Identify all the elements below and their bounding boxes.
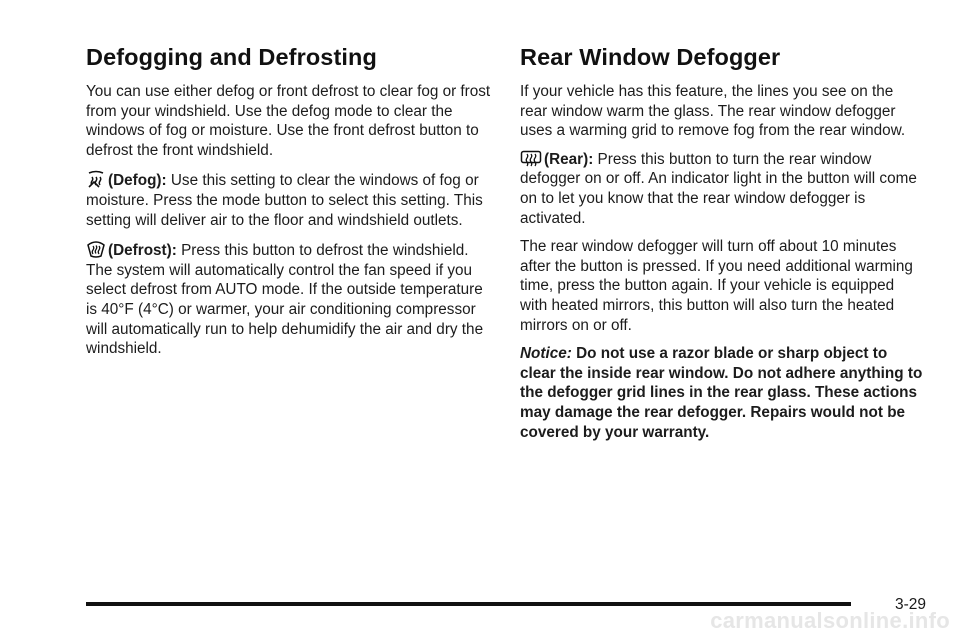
notice <box>520 344 924 442</box>
section-title-rear-defogger: Rear Window Defogger <box>520 44 781 70</box>
footer-rule <box>86 602 851 606</box>
rear-term: (Rear): <box>544 150 594 168</box>
page-number: 3-29 <box>894 596 926 613</box>
defrost-term: (Defrost): <box>108 242 177 260</box>
rear-defogger-intro: If your vehicle has this feature, the lines you see on the rear window warm the glass. The rear window defogger uses a warming grid to remove fog from the rear window. <box>520 83 906 140</box>
rear-defrost-icon <box>520 150 542 168</box>
section-title-defogging: Defogging and Defrosting <box>86 44 377 70</box>
notice-label: Notice: <box>520 345 572 363</box>
defog-term: (Defog): <box>108 172 167 190</box>
notice-text: Do not use a razor blade or sharp object to clear the inside rear window. Do not adhere anything to the defogger grid lines in the rear glass. These actions may damage the rear defogger. Repairs would not be covered by your warranty. <box>520 345 923 441</box>
rear-defogger-timer: The rear window defogger will turn off about 10 minutes after the button is pressed. If you need additional warming time, press the button again. If your vehicle is equipped with heated mirrors, this button will also turn the heated mirrors on or off. <box>520 238 913 334</box>
defrost-description <box>86 239 498 359</box>
rear-description <box>520 150 924 228</box>
rear-text: Press this button to turn the rear window defogger on or off. An indicator light in the button will come on to let you know that the rear window defogger is activated. <box>520 150 917 227</box>
right-column <box>520 42 924 451</box>
front-defrost-icon <box>86 239 106 259</box>
watermark: carmanualsonline.info <box>710 608 950 633</box>
defrost-text: Press this button to defrost the windshield. The system will automatically control the fan speed if you select defrost from AUTO mode. If the outside temperature is 40°F (4°C) or warmer, your air conditioning compressor will automatically run to help dehumidify the air and dry the windshield. <box>86 242 484 358</box>
defog-description <box>86 169 498 230</box>
defog-icon <box>86 169 106 189</box>
defog-text: Use this setting to clear the windows of fog or moisture. Press the mode button to select this setting. This setting will deliver air to the floor and windshield outlets. <box>86 172 483 229</box>
defogging-intro: You can use either defog or front defrost to clear fog or frost from your windshield. Use the defog mode to clear the windows of fog or moisture. Use the front defrost button to defrost the front windshield. <box>86 83 491 159</box>
left-column <box>86 42 498 368</box>
